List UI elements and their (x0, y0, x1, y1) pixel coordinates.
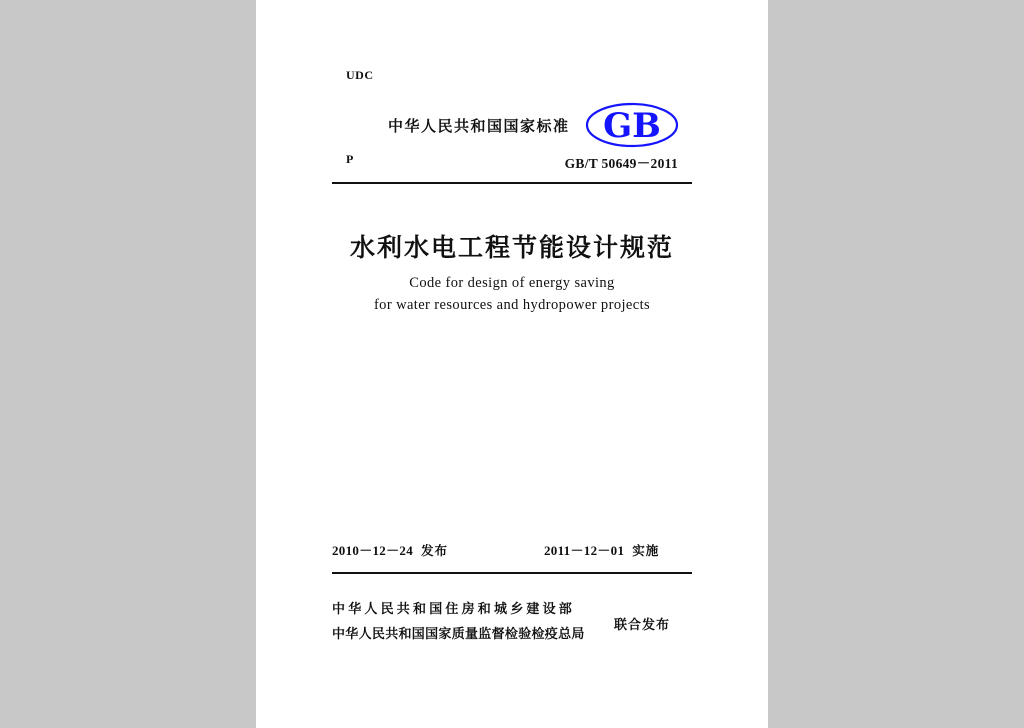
page-subtitle (256, 272, 768, 316)
implement-date-group (544, 540, 659, 559)
joint-publish-label: 联合发布 (614, 618, 671, 633)
category-mark: P (346, 152, 354, 166)
issue-label: 发布 (421, 543, 449, 558)
gb-logo-icon (584, 102, 680, 148)
document-page (256, 0, 768, 728)
standard-number-row (346, 152, 678, 172)
implement-label: 实施 (632, 543, 660, 558)
divider-top (332, 182, 692, 184)
divider-bottom (332, 572, 692, 574)
subtitle-line-2: for water resources and hydropower projects (373, 297, 651, 313)
publishers-block (332, 598, 712, 648)
standard-org-text: 中华人民共和国国家标准 (388, 117, 570, 135)
svg-text:GB: GB (603, 106, 661, 146)
udc-label: UDC (346, 68, 374, 82)
issue-date: 2010－12－24 (332, 543, 413, 558)
publisher-line-2: 中华人民共和国国家质量监督检验检疫总局 (332, 627, 585, 642)
implement-date: 2011－12－01 (544, 543, 625, 558)
publisher-line-1: 中华人民共和国住房和城乡建设部 (332, 602, 576, 617)
standard-org-row (388, 106, 708, 146)
page-title: 水利水电工程节能设计规范 (349, 233, 674, 262)
cover-sheet (256, 0, 768, 728)
dates-row (332, 540, 692, 562)
publisher-names (332, 598, 610, 642)
subtitle-line-1: Code for design of energy saving (409, 275, 615, 291)
standard-number: GB/T 50649－2011 (564, 156, 678, 171)
issue-date-group (332, 540, 448, 559)
